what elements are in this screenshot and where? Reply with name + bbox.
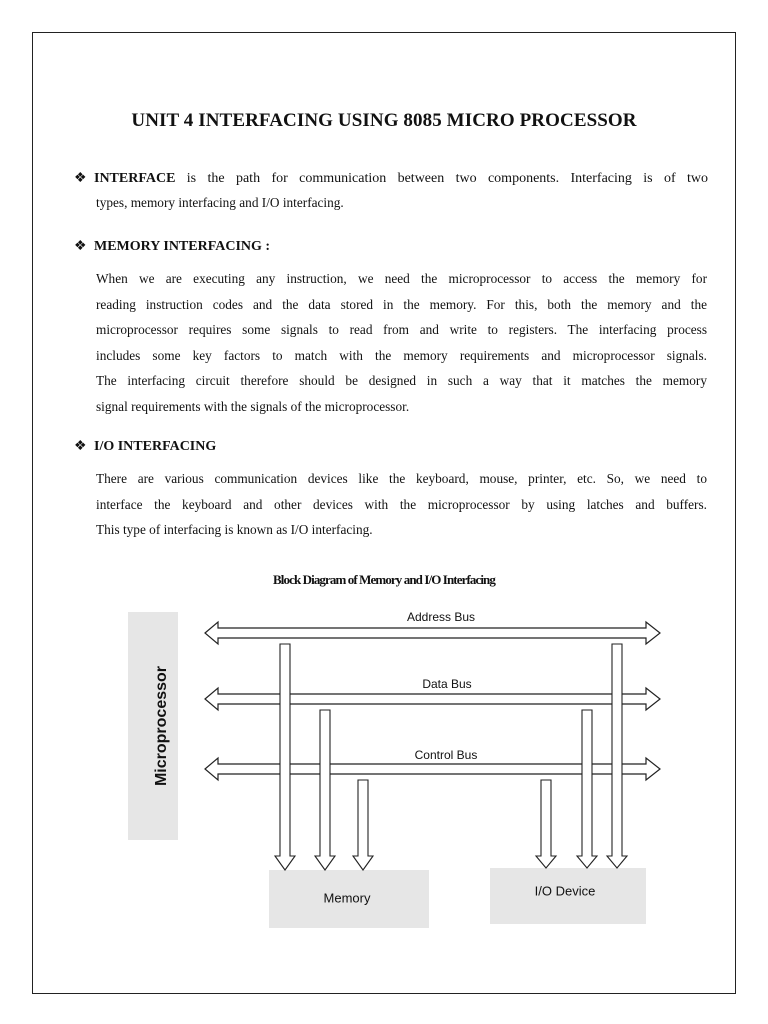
memory-line-3: microprocessor requires some signals to read from and write to registers. The interfacing process bbox=[96, 322, 707, 337]
diamond-bullet-icon: ❖ bbox=[74, 439, 87, 454]
io-line-2: interface the keyboard and other devices with the microprocessor by using latches and buffers. bbox=[96, 496, 707, 512]
interface-line1-text: is the path for communication between two components. Interfacing is of two bbox=[186, 171, 708, 186]
microprocessor-label: Microprocessor bbox=[153, 665, 170, 787]
io-control-line bbox=[536, 780, 556, 868]
memory-interfacing-heading-text: MEMORY INTERFACING : bbox=[94, 239, 271, 254]
io-line-3: This type of interfacing is known as I/O interfacing. bbox=[96, 522, 373, 537]
address-bus-label: Address Bus bbox=[406, 610, 476, 624]
diamond-bullet-icon: ❖ bbox=[74, 171, 87, 186]
diamond-bullet-icon: ❖ bbox=[74, 239, 87, 254]
address-bus-arrow bbox=[205, 622, 660, 644]
io-device-label: I/O Device bbox=[534, 883, 596, 899]
interface-line2-text: types, memory interfacing and I/O interfacing. bbox=[96, 195, 344, 210]
page-title: UNIT 4 INTERFACING USING 8085 MICRO PROCESSOR bbox=[131, 110, 637, 131]
control-bus-label: Control Bus bbox=[414, 748, 478, 762]
io-address-line bbox=[607, 644, 627, 868]
memory-data-line bbox=[315, 710, 335, 870]
memory-line-5: The interfacing circuit therefore should be designed in such a way that it matches the memory bbox=[96, 373, 707, 388]
io-interfacing-heading-text: I/O INTERFACING bbox=[94, 439, 217, 454]
memory-line-6: signal requirements with the signals of the microprocessor. bbox=[96, 398, 410, 414]
interface-term: INTERFACE bbox=[94, 171, 176, 186]
memory-line-2: reading instruction codes and the data stored in the memory. For this, both the memory and the bbox=[96, 296, 707, 312]
data-bus-arrow bbox=[205, 688, 660, 710]
memory-address-line bbox=[275, 644, 295, 870]
memory-line-4: includes some key factors to match with the memory requirements and microprocessor signals. bbox=[96, 347, 707, 363]
memory-line-1: When we are executing any instruction, we need the microprocessor to access the memory for bbox=[96, 271, 707, 286]
memory-label: Memory bbox=[323, 890, 371, 906]
diagram-title: Block Diagram of Memory and I/O Interfacing bbox=[273, 572, 495, 587]
data-bus-label: Data Bus bbox=[422, 677, 472, 691]
io-line-1: There are various communication devices like the keyboard, mouse, printer, etc. So, we need to bbox=[96, 471, 707, 486]
memory-control-line bbox=[353, 780, 373, 870]
io-data-line bbox=[577, 710, 597, 868]
